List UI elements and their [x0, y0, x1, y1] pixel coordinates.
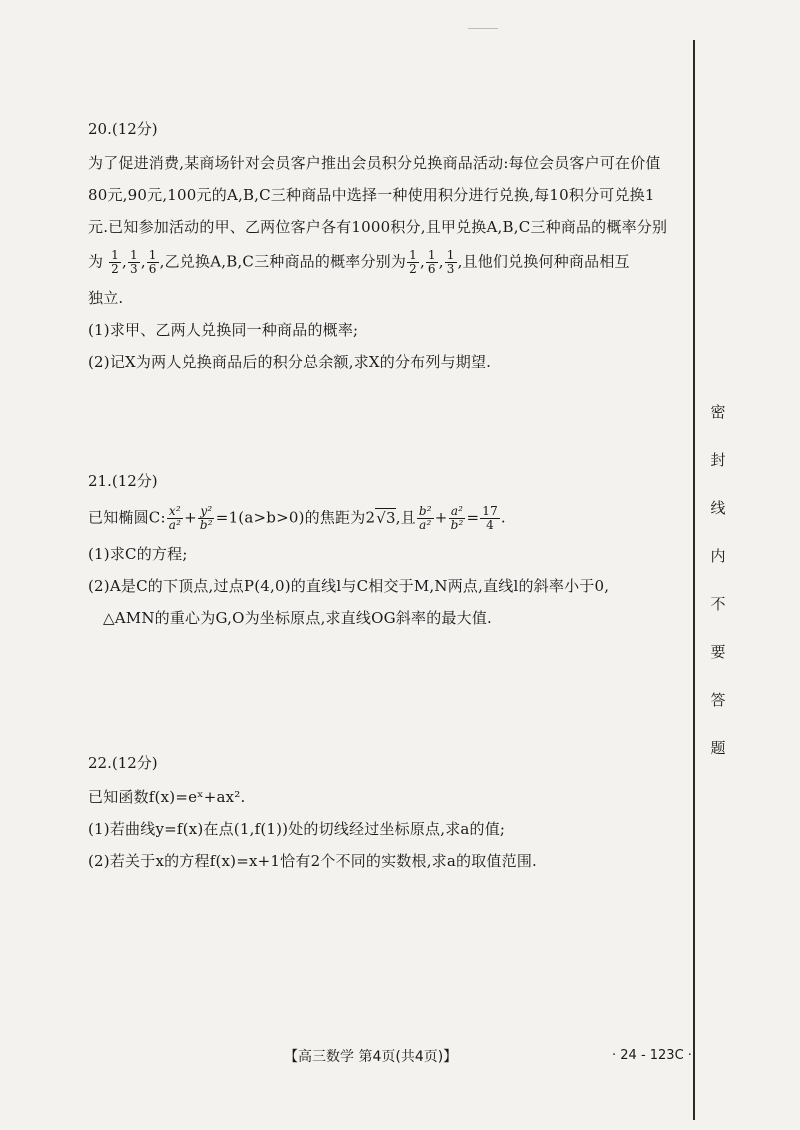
- sqrt-3: √3: [376, 508, 396, 527]
- question-22: [88, 752, 688, 883]
- equals-sign: =: [466, 508, 480, 527]
- fraction: $\frac{\text{x²}}{\text{a²}}$: [168, 504, 182, 532]
- q20-text-a: 为: [88, 252, 104, 271]
- question-20-line-4: 为 $\frac{1}{2}$ , $\frac{1}{3}$ , $\frac{1}{6}$ ,乙兑换A,B,C三种商品的概率分别为 $\frac{1}{2}$ , $\frac{1}{6}$ , $\frac{1}{3}$ ,且他们兑换何种商品相互: [88, 248, 630, 276]
- fraction: $\frac{1}{6}$: [427, 248, 436, 276]
- period: .: [500, 508, 506, 527]
- seal-char: 内: [710, 547, 726, 565]
- question-22-part-2: (2)若关于x的方程f(x)=x+1恰有2个不同的实数根,求a的取值范围.: [88, 852, 537, 870]
- fraction: $\frac{\text{y²}}{\text{b²}}$: [199, 504, 213, 532]
- question-22-stem: 已知函数f(x)=eˣ+ax².: [88, 788, 246, 806]
- seal-char: 不: [710, 595, 726, 613]
- seal-char: 封: [710, 451, 726, 469]
- question-20-part-2: (2)记X为两人兑换商品后的积分总余额,求X的分布列与期望.: [88, 353, 492, 371]
- page-code: · 24 - 123C ·: [612, 1048, 692, 1063]
- seal-char: 答: [710, 691, 726, 709]
- fraction: $\frac{\text{a²}}{\text{b²}}$: [450, 504, 464, 532]
- question-22-heading: 22.(12分): [88, 754, 158, 772]
- seal-char: 密: [710, 403, 726, 421]
- question-20: [88, 118, 688, 384]
- seal-char: 题: [710, 739, 726, 757]
- binding-line: [693, 40, 695, 1120]
- question-20-line-3: 元.已知参加活动的甲、乙两位客户各有1000积分,且甲兑换A,B,C三种商品的概率分别: [88, 218, 668, 236]
- question-20-line-1: 为了促进消费,某商场针对会员客户推出会员积分兑换商品活动:每位会员客户可在价值: [88, 154, 661, 172]
- q21-and: ,且: [395, 508, 416, 527]
- seal-char: 线: [710, 499, 726, 517]
- fraction: $\frac{17}{4}$: [482, 504, 498, 532]
- question-21-heading: 21.(12分): [88, 472, 158, 490]
- plus-sign: +: [434, 508, 448, 527]
- question-20-line-2: 80元,90元,100元的A,B,C三种商品中选择一种使用积分进行兑换,每10积分可兑换1: [88, 186, 655, 204]
- fraction: $\frac{1}{3}$: [129, 248, 138, 276]
- question-21-part-2-cont: △AMN的重心为G,O为坐标原点,求直线OG斜率的最大值.: [103, 609, 492, 627]
- q20-text-b: ,乙兑换A,B,C三种商品的概率分别为: [159, 252, 407, 271]
- fraction: $\frac{1}{3}$: [446, 248, 455, 276]
- plus-sign: +: [184, 508, 197, 527]
- question-21-part-2: (2)A是C的下顶点,过点P(4,0)的直线l与C相交于M,N两点,直线l的斜率小于0,: [88, 577, 610, 595]
- question-20-line-5: 独立.: [88, 289, 124, 307]
- question-20-heading: 20.(12分): [88, 120, 158, 138]
- fraction: $\frac{1}{2}$: [409, 248, 417, 276]
- q20-text-c: ,且他们兑换何种商品相互: [457, 252, 630, 271]
- q21-intro: 已知椭圆C:: [88, 508, 166, 527]
- seal-notice: [706, 388, 730, 772]
- question-21: [88, 470, 688, 640]
- page-footer: 【高三数学 第4页(共4页)】: [284, 1049, 458, 1065]
- seal-char: 要: [710, 643, 726, 661]
- question-20-part-1: (1)求甲、乙两人兑换同一种商品的概率;: [88, 321, 359, 339]
- fraction: $\frac{1}{2}$: [111, 248, 120, 276]
- question-21-part-1: (1)求C的方程;: [88, 545, 188, 563]
- question-21-stem: [88, 505, 688, 532]
- fraction: $\frac{1}{6}$: [148, 248, 157, 276]
- fraction: $\frac{\text{b²}}{\text{a²}}$: [418, 504, 432, 532]
- question-22-part-1: (1)若曲线y=f(x)在点(1,f(1))处的切线经过坐标原点,求a的值;: [88, 820, 506, 838]
- q21-eq-mid: =1(a>b>0)的焦距为2: [215, 508, 376, 527]
